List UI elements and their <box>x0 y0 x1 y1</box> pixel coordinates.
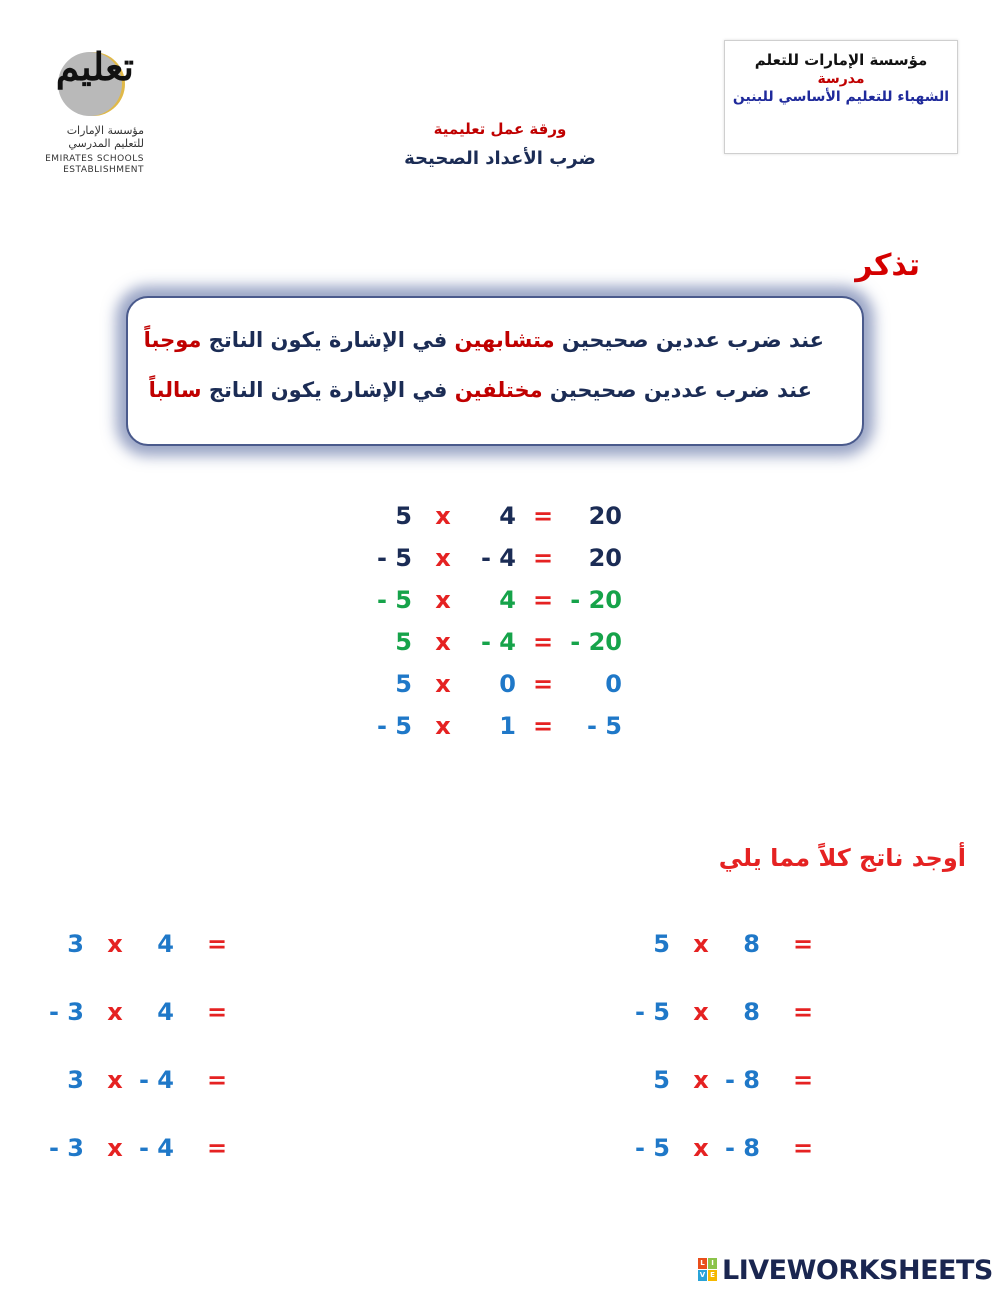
rule-box <box>126 296 864 446</box>
liveworksheets-badge-icon <box>698 1258 718 1282</box>
rule-keyword: متشابهين <box>454 328 555 352</box>
rule-result: سالباً <box>148 378 202 402</box>
liveworksheets-brand: LIVEWORKSHEETS <box>722 1255 993 1286</box>
worksheet-topic: ضرب الأعداد الصحيحة <box>404 148 596 169</box>
example-row <box>370 628 630 658</box>
operand-a: 3 <box>67 930 84 958</box>
exercise-title: أوجد ناتج كلاً مما يلي <box>718 844 966 872</box>
rule-text: في الإشارة يكون الناتج <box>201 378 455 402</box>
operand-a: - 3 <box>48 998 84 1026</box>
times-sign: x <box>435 712 451 740</box>
rule-text: عند ضرب عددين صحيحين <box>542 378 812 402</box>
equals-sign: = <box>532 712 554 740</box>
equals-sign: = <box>532 586 554 614</box>
times-sign: x <box>107 1134 123 1162</box>
operand-a: - 5 <box>634 998 670 1026</box>
operand-a: 5 <box>653 1066 670 1094</box>
product-result: - 20 <box>570 586 622 614</box>
product-result: 20 <box>588 544 622 572</box>
product-result: 0 <box>605 670 622 698</box>
times-sign: x <box>107 930 123 958</box>
operand-b: 0 <box>499 670 516 698</box>
operand-b: - 8 <box>724 1134 760 1162</box>
operand-a: 5 <box>653 930 670 958</box>
badge-letter: E <box>708 1270 717 1281</box>
logo-arabic-line: للتعليم المدرسي <box>68 137 144 150</box>
exercise-row <box>626 1134 826 1164</box>
equals-sign: = <box>206 1134 228 1162</box>
school-info-box <box>724 40 958 154</box>
equals-sign: = <box>532 628 554 656</box>
product-result: 20 <box>588 502 622 530</box>
operand-b: 8 <box>743 998 760 1026</box>
exercise-row <box>626 930 826 960</box>
operand-b: 8 <box>743 930 760 958</box>
exercise-row <box>40 1066 240 1096</box>
logo-arabic-text <box>36 124 144 150</box>
badge-letter: V <box>699 1271 706 1279</box>
operand-b: - 4 <box>480 628 516 656</box>
operand-a: 5 <box>395 670 412 698</box>
equals-sign: = <box>792 1134 814 1162</box>
operand-a: - 5 <box>376 712 412 740</box>
rule-keyword: مختلفين <box>454 378 543 402</box>
badge-letter: I <box>708 1258 717 1269</box>
equals-sign: = <box>792 930 814 958</box>
exercise-row <box>626 1066 826 1096</box>
example-row <box>370 502 630 532</box>
times-sign: x <box>693 930 709 958</box>
badge-letter: L <box>698 1258 707 1269</box>
rule-text: في الإشارة يكون الناتج <box>201 328 455 352</box>
liveworksheets-footer <box>698 1256 994 1286</box>
equals-sign: = <box>206 998 228 1026</box>
logo-english-text <box>36 154 144 176</box>
school-org: مؤسسة الإمارات للتعلم <box>754 51 928 69</box>
operand-b: - 4 <box>480 544 516 572</box>
example-row <box>370 544 630 574</box>
times-sign: x <box>693 1134 709 1162</box>
logo-english-line: ESTABLISHMENT <box>63 165 144 175</box>
rule-same-sign <box>144 328 824 352</box>
worksheet-title: ورقة عمل تعليمية <box>433 120 567 138</box>
operand-b: 4 <box>499 502 516 530</box>
times-sign: x <box>435 628 451 656</box>
equals-sign: = <box>206 1066 228 1094</box>
equals-sign: = <box>532 502 554 530</box>
school-name: الشهباء للتعليم الأساسي للبنين <box>732 89 950 105</box>
operand-a: 5 <box>395 502 412 530</box>
times-sign: x <box>435 502 451 530</box>
operand-b: - 8 <box>724 1066 760 1094</box>
operand-b: - 4 <box>138 1134 174 1162</box>
rule-different-sign <box>149 378 812 402</box>
product-result: - 5 <box>586 712 622 740</box>
operand-b: 4 <box>157 930 174 958</box>
exercise-row <box>626 998 826 1028</box>
rule-text: عند ضرب عددين صحيحين <box>554 328 824 352</box>
product-result: - 20 <box>570 628 622 656</box>
exercise-row <box>40 930 240 960</box>
times-sign: x <box>107 998 123 1026</box>
operand-a: 5 <box>395 628 412 656</box>
remember-heading: تذكر <box>855 248 920 283</box>
operand-b: 1 <box>499 712 516 740</box>
exercise-row <box>40 998 240 1028</box>
logo-english-line: EMIRATES SCHOOLS <box>45 154 144 164</box>
example-row <box>370 670 630 700</box>
logo-glyph: تعليم <box>55 44 134 89</box>
school-label: مدرسة <box>817 71 865 87</box>
example-row <box>370 712 630 742</box>
operand-a: 3 <box>67 1066 84 1094</box>
times-sign: x <box>435 670 451 698</box>
times-sign: x <box>107 1066 123 1094</box>
equals-sign: = <box>206 930 228 958</box>
operand-a: - 5 <box>634 1134 670 1162</box>
logo-arabic-line: مؤسسة الإمارات <box>66 124 144 137</box>
times-sign: x <box>435 586 451 614</box>
rule-result: موجباً <box>143 328 202 352</box>
example-row <box>370 586 630 616</box>
operand-b: 4 <box>499 586 516 614</box>
operand-a: - 5 <box>376 586 412 614</box>
operand-b: - 4 <box>138 1066 174 1094</box>
exercise-row <box>40 1134 240 1164</box>
times-sign: x <box>693 1066 709 1094</box>
equals-sign: = <box>792 1066 814 1094</box>
times-sign: x <box>435 544 451 572</box>
operand-a: - 5 <box>376 544 412 572</box>
equals-sign: = <box>532 544 554 572</box>
operand-b: 4 <box>157 998 174 1026</box>
times-sign: x <box>693 998 709 1026</box>
equals-sign: = <box>532 670 554 698</box>
operand-a: - 3 <box>48 1134 84 1162</box>
equals-sign: = <box>792 998 814 1026</box>
emirates-schools-logo <box>36 44 156 184</box>
